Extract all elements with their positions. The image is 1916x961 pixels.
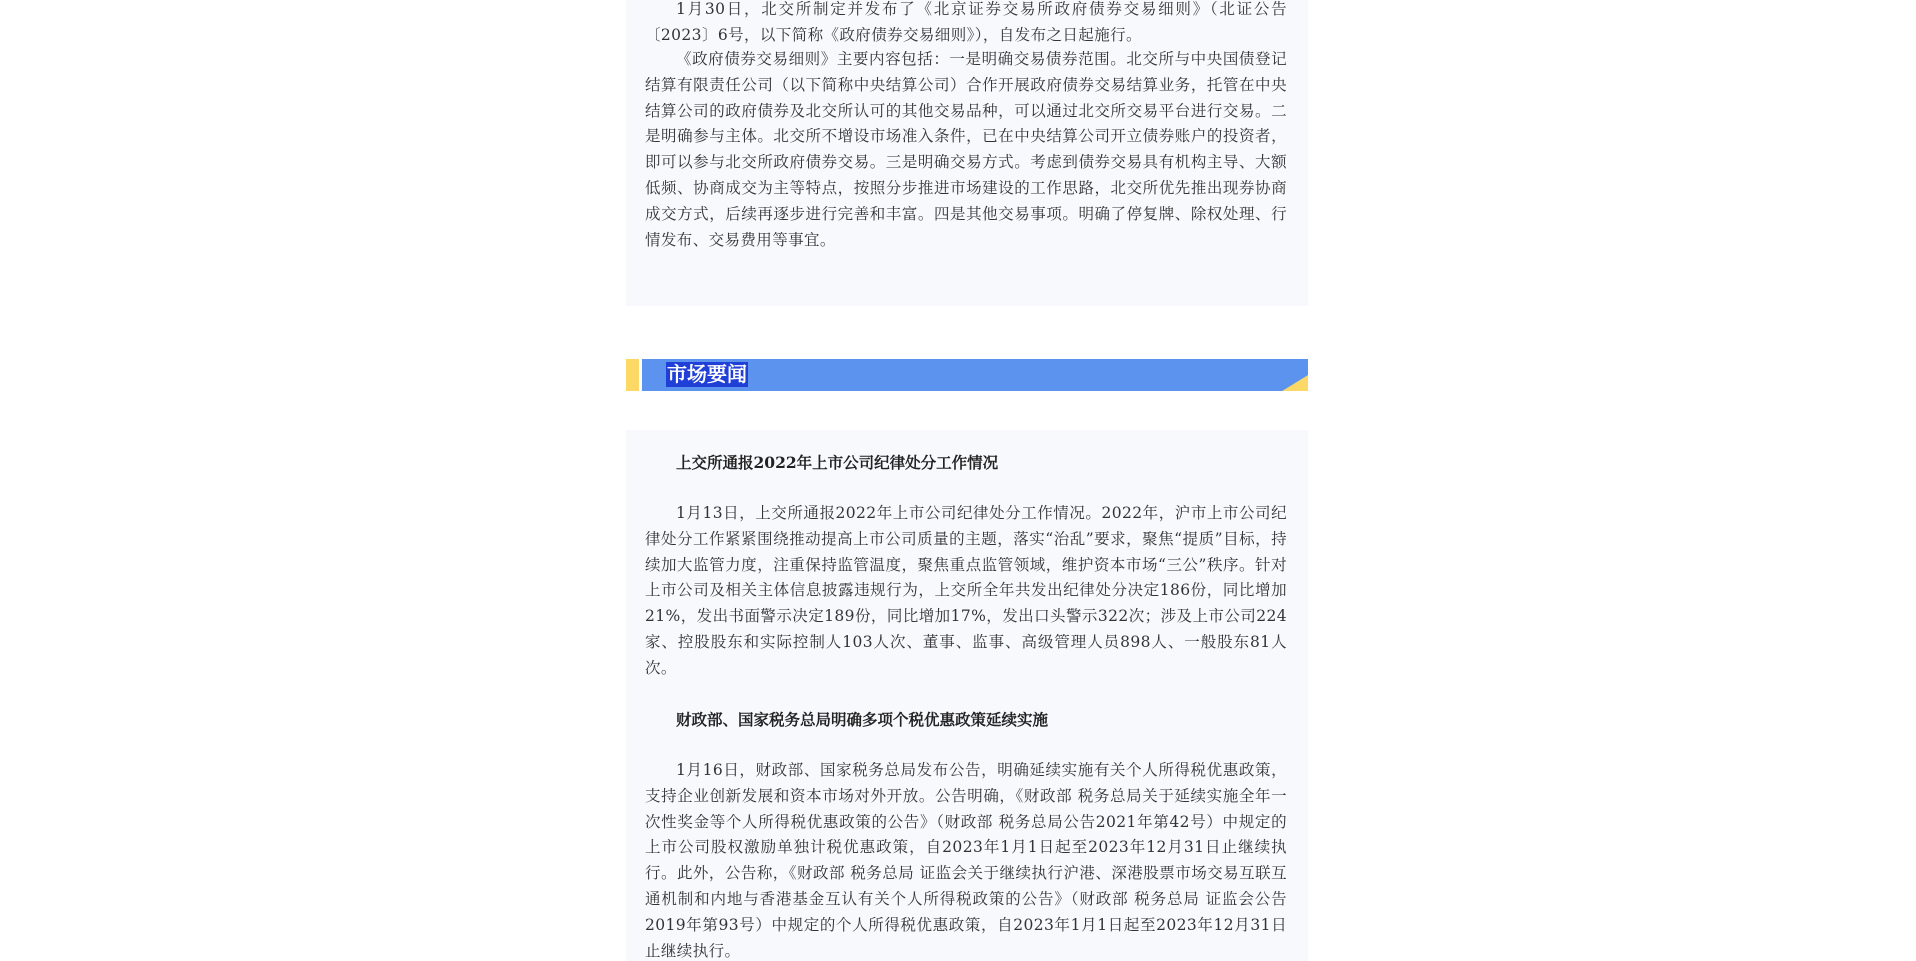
news-body: 1月16日，财政部、国家税务总局发布公告，明确延续实施有关个人所得税优惠政策，支持企业创新发展和资本市场对外开放。公告明确，《财政部 税务总局关于延续实施全年一次性奖金等个人所得税优惠政策的公告》（财政部 税务总局公告2021年第42号）中规定的上市公司股权激励单独计税优惠政策，自2023年1月1日起至2023年12月31日止继续执行。此外，公告称，《财政部 税务总局 证监会关于继续执行沪港、深港股票市场交易互联互通机制和内地与香港基金互认有关个人所得税政策的公告》（财政部 税务总局 证监会公告2019年第93号）中规定的个人所得税优惠政策，自2023年1月1日起至2023年12月31日止继续执行。: [645, 761, 1287, 960]
banner-bar: [642, 359, 1308, 391]
banner-fold-corner-shade: [1282, 375, 1308, 391]
article-paragraph: 1月30日，北交所制定并发布了《北京证券交易所政府债券交易细则》（北证公告〔2023〕6号，以下简称《政府债券交易细则》），自发布之日起施行。: [645, 0, 1287, 44]
article-block-market-news: [626, 430, 1308, 961]
news-headline: 财政部、国家税务总局明确多项个税优惠政策延续实施: [676, 710, 1049, 729]
banner-accent-bar: [626, 359, 639, 391]
section-title: 市场要闻: [667, 362, 747, 386]
news-headline: 上交所通报2022年上市公司纪律处分工作情况: [676, 453, 999, 472]
article-paragraph: 《政府债券交易细则》主要内容包括：一是明确交易债券范围。北交所与中央国债登记结算有限责任公司（以下简称中央结算公司）合作开展政府债券交易结算业务，托管在中央结算公司的政府债券及北交所认可的其他交易品种，可以通过北交所交易平台进行交易。二是明确参与主体。北交所不增设市场准入条件，已在中央结算公司开立债券账户的投资者，即可以参与北交所政府债券交易。三是明确交易方式。考虑到债券交易具有机构主导、大额低频、协商成交为主等特点，按照分步推进市场建设的工作思路，北交所优先推出现券协商成交方式，后续再逐步进行完善和丰富。四是其他交易事项。明确了停复牌、除权处理、行情发布、交易费用等事宜。: [645, 50, 1287, 249]
news-body: 1月13日，上交所通报2022年上市公司纪律处分工作情况。2022年，沪市上市公司纪律处分工作紧紧围绕推动提高上市公司质量的主题，落实“治乱”要求，聚焦“提质”目标，持续加大监管力度，注重保持监管温度，聚焦重点监管领域，维护资本市场“三公”秩序。针对上市公司及相关主体信息披露违规行为，上交所全年共发出纪律处分决定186份，同比增加21%，发出书面警示决定189份，同比增加17%，发出口头警示322次；涉及上市公司224家、控股股东和实际控制人103人次、董事、监事、高级管理人员898人、一般股东81人次。: [645, 504, 1287, 677]
section-banner-market-news: [626, 359, 1308, 391]
article-block-top: [626, 0, 1308, 306]
